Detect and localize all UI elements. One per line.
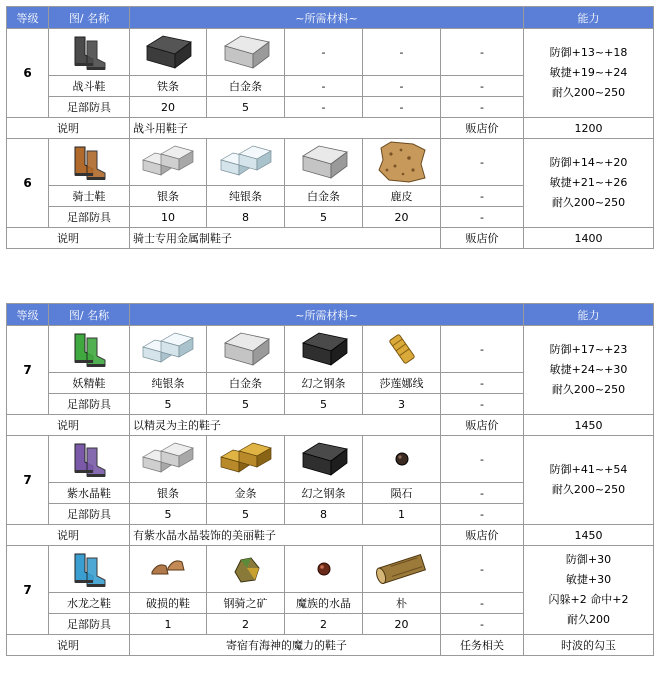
extra-cell: - (441, 483, 524, 504)
desc-label: 说明 (7, 525, 130, 546)
item-level: 7 (7, 546, 49, 635)
item-stats (524, 29, 654, 118)
header-image-name: 图/ 名称 (49, 304, 130, 326)
extra-cell: - (441, 546, 524, 593)
desc-label: 说明 (7, 415, 130, 436)
item-description: 骑士专用金属制鞋子 (130, 228, 441, 249)
extra-cell: - (441, 593, 524, 614)
header-image-name: 图/ 名称 (49, 7, 130, 29)
price-label: 贩店价 (441, 228, 524, 249)
item-level: 6 (7, 29, 49, 118)
item-icon-cell (49, 139, 130, 186)
item-name: 水龙之鞋 (49, 593, 130, 614)
item-price: 1450 (524, 525, 654, 546)
wood-log-icon (372, 551, 432, 587)
equipment-table (6, 6, 654, 249)
item-icon-cell (49, 29, 130, 76)
material-name: 白金条 (207, 76, 285, 97)
extra-cell: - (441, 373, 524, 394)
material-qty: 5 (207, 504, 285, 525)
material-qty: - (285, 97, 363, 118)
pure-silver-bar-icon (217, 142, 275, 182)
material-qty: 5 (285, 394, 363, 415)
header-ability: 能力 (524, 7, 654, 29)
phantom-steel-bar-icon (297, 329, 351, 369)
material-name: 钢骑之矿 (207, 593, 285, 614)
extra-cell: - (441, 139, 524, 186)
price-label: 贩店价 (441, 415, 524, 436)
knight-boots-icon (69, 143, 109, 181)
material-name: 纯银条 (130, 373, 207, 394)
material-qty: 3 (363, 394, 441, 415)
platinum-bar-icon (297, 142, 351, 182)
material-qty: 5 (130, 504, 207, 525)
material-name: 白金条 (285, 186, 363, 207)
stat-line: 耐久200 (567, 613, 610, 626)
stat-line: 耐久200~250 (551, 383, 626, 396)
pure-silver-bar-icon (139, 329, 197, 369)
stat-line: 敏捷+19~+24 (549, 66, 628, 79)
stat-line: 敏捷+24~+30 (549, 363, 628, 376)
item-stats (524, 326, 654, 415)
material-icon-cell (207, 29, 285, 76)
material-icon-cell (363, 436, 441, 483)
desc-label: 说明 (7, 118, 130, 139)
silver-bar-icon (139, 439, 197, 479)
stat-line: 敏捷+21~+26 (549, 176, 628, 189)
material-placeholder: - (321, 45, 326, 59)
broken-shoes-icon (148, 554, 188, 584)
item-part: 足部防具 (49, 394, 130, 415)
material-icon-cell (207, 436, 285, 483)
material-icon-cell (207, 139, 285, 186)
header-materials: ~所需材料~ (130, 304, 524, 326)
demon-crystal-icon (314, 559, 334, 579)
material-qty: 8 (285, 504, 363, 525)
material-icon-cell (130, 139, 207, 186)
item-image-row (7, 436, 654, 483)
extra-cell: - (441, 394, 524, 415)
stat-line: 防御+17~+23 (549, 343, 628, 356)
material-qty: 8 (207, 207, 285, 228)
meteorite-icon (392, 449, 412, 469)
desc-label: 说明 (7, 228, 130, 249)
material-qty: 10 (130, 207, 207, 228)
stat-line: 防御+30 (565, 553, 612, 566)
material-name: 魔族的水晶 (285, 593, 363, 614)
material-placeholder: - (399, 45, 404, 59)
item-image-row (7, 29, 654, 76)
material-name: 朴 (363, 593, 441, 614)
material-qty: 2 (285, 614, 363, 635)
material-qty: - (363, 97, 441, 118)
material-icon-cell (285, 436, 363, 483)
material-icon-cell (207, 546, 285, 593)
extra-cell: - (441, 504, 524, 525)
material-name: 铁条 (130, 76, 207, 97)
item-desc-row (7, 228, 654, 249)
extra-cell: - (441, 29, 524, 76)
item-stats (524, 546, 654, 635)
desc-label: 说明 (7, 635, 130, 656)
table-header (7, 7, 654, 29)
item-name: 骑士鞋 (49, 186, 130, 207)
stat-line: 耐久200~250 (551, 86, 626, 99)
material-icon-cell (363, 29, 441, 76)
material-name: 幻之钢条 (285, 373, 363, 394)
item-price: 1400 (524, 228, 654, 249)
item-part: 足部防具 (49, 614, 130, 635)
extra-cell: - (441, 76, 524, 97)
steel-ore-icon (229, 552, 263, 586)
extra-cell: - (441, 97, 524, 118)
material-name: 幻之钢条 (285, 483, 363, 504)
item-icon-cell (49, 326, 130, 373)
item-stats (524, 436, 654, 525)
amethyst-boots-icon (69, 440, 109, 478)
header-ability: 能力 (524, 304, 654, 326)
platinum-bar-icon (219, 32, 273, 72)
extra-cell: - (441, 186, 524, 207)
material-icon-cell (285, 546, 363, 593)
iron-bar-icon (141, 32, 195, 72)
silver-bar-icon (139, 142, 197, 182)
material-qty: 20 (363, 614, 441, 635)
price-label: 贩店价 (441, 118, 524, 139)
material-icon-cell (285, 139, 363, 186)
material-name: - (363, 76, 441, 97)
extra-cell: - (441, 436, 524, 483)
item-level: 7 (7, 326, 49, 415)
item-part: 足部防具 (49, 97, 130, 118)
item-description: 寄宿有海神的魔力的鞋子 (130, 635, 441, 656)
header-level: 等级 (7, 7, 49, 29)
item-description: 有紫水晶水晶装饰的美丽鞋子 (130, 525, 441, 546)
extra-cell: - (441, 326, 524, 373)
item-icon-cell (49, 546, 130, 593)
material-icon-cell (363, 139, 441, 186)
material-qty: 1 (130, 614, 207, 635)
platinum-bar-icon (219, 329, 273, 369)
material-qty: 5 (285, 207, 363, 228)
material-qty: 2 (207, 614, 285, 635)
stat-line: 防御+13~+18 (549, 46, 628, 59)
item-description: 战斗用鞋子 (130, 118, 441, 139)
stat-line: 防御+41~+54 (549, 463, 628, 476)
item-desc-row (7, 415, 654, 436)
price-label: 任务相关 (441, 635, 524, 656)
price-label: 贩店价 (441, 525, 524, 546)
item-image-row (7, 326, 654, 373)
material-name: 陨石 (363, 483, 441, 504)
header-materials: ~所需材料~ (130, 7, 524, 29)
material-name: 纯银条 (207, 186, 285, 207)
material-name: 莎莲娜线 (363, 373, 441, 394)
thread-spool-icon (387, 331, 417, 367)
stat-line: 耐久200~250 (551, 483, 626, 496)
item-price: 1450 (524, 415, 654, 436)
item-desc-row (7, 118, 654, 139)
extra-cell: - (441, 614, 524, 635)
material-icon-cell (130, 326, 207, 373)
material-icon-cell (130, 436, 207, 483)
item-part: 足部防具 (49, 207, 130, 228)
stat-line: 敏捷+30 (565, 573, 612, 586)
item-icon-cell (49, 436, 130, 483)
elf-boots-icon (69, 330, 109, 368)
item-price: 时波的勾玉 (524, 635, 654, 656)
stat-line: 耐久200~250 (551, 196, 626, 209)
water-dragon-boots-icon (69, 550, 109, 588)
item-level: 6 (7, 139, 49, 228)
item-stats (524, 139, 654, 228)
material-icon-cell (285, 326, 363, 373)
item-price: 1200 (524, 118, 654, 139)
extra-cell: - (441, 207, 524, 228)
material-name: 鹿皮 (363, 186, 441, 207)
material-qty: 5 (207, 394, 285, 415)
material-name: 银条 (130, 186, 207, 207)
phantom-steel-bar-icon (297, 439, 351, 479)
material-icon-cell (207, 326, 285, 373)
material-qty: 20 (130, 97, 207, 118)
material-icon-cell (285, 29, 363, 76)
item-name: 紫水晶鞋 (49, 483, 130, 504)
material-qty: 20 (363, 207, 441, 228)
deer-hide-icon (375, 140, 429, 184)
material-name: 银条 (130, 483, 207, 504)
material-qty: 5 (207, 97, 285, 118)
stat-line: 防御+14~+20 (549, 156, 628, 169)
equipment-table (6, 303, 654, 656)
item-image-row (7, 139, 654, 186)
material-icon-cell (130, 546, 207, 593)
material-qty: 5 (130, 394, 207, 415)
item-desc-row (7, 635, 654, 656)
material-name: 破损的鞋 (130, 593, 207, 614)
item-image-row (7, 546, 654, 593)
header-level: 等级 (7, 304, 49, 326)
stat-line: 闪躲+2 命中+2 (548, 593, 629, 606)
item-part: 足部防具 (49, 504, 130, 525)
item-name: 妖精鞋 (49, 373, 130, 394)
item-name: 战斗鞋 (49, 76, 130, 97)
material-name: 金条 (207, 483, 285, 504)
material-icon-cell (363, 546, 441, 593)
gold-bar-icon (217, 439, 275, 479)
material-icon-cell (130, 29, 207, 76)
table-header (7, 304, 654, 326)
item-desc-row (7, 525, 654, 546)
material-name: - (285, 76, 363, 97)
item-description: 以精灵为主的鞋子 (130, 415, 441, 436)
material-name: 白金条 (207, 373, 285, 394)
dark-boots-icon (69, 33, 109, 71)
material-icon-cell (363, 326, 441, 373)
material-qty: 1 (363, 504, 441, 525)
item-level: 7 (7, 436, 49, 525)
